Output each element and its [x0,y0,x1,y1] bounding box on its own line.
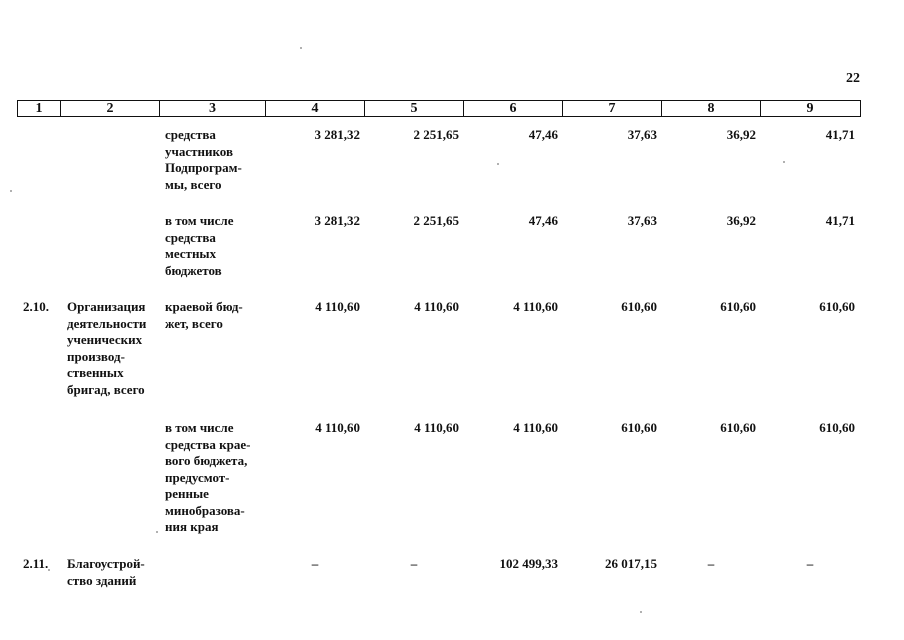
value-col-7: 37,63 [627,213,657,228]
header-col-2: 2 [61,101,160,116]
row-description [165,299,261,332]
description-line: минобразова- [165,502,245,518]
value-col-4: 4 110,60 [315,420,360,435]
description-line: Подпрограм- [165,160,242,175]
header-col-4: 4 [266,101,365,116]
header-col-3: 3 [160,101,266,116]
title-line: деятельности [67,315,147,331]
value-col-6: 4 110,60 [513,420,558,435]
value-col-6: 4 110,60 [513,299,558,314]
row-description [165,127,261,193]
value-col-6: 102 499,33 [499,556,558,571]
value-col-4: – [311,556,319,571]
scan-speck [640,611,642,613]
value-col-7: 37,63 [627,127,657,142]
value-col-8: 36,92 [726,127,756,142]
value-col-8: 610,60 [720,299,756,314]
header-col-1: 1 [18,101,61,116]
value-col-5: 2 251,65 [413,127,459,142]
value-col-5: 4 110,60 [414,420,459,435]
value-col-9: 41,71 [825,213,855,228]
value-col-9: 610,60 [819,420,855,435]
value-col-7: 26 017,15 [605,556,657,571]
description-line: участников [165,143,233,159]
title-line: ученических [67,332,143,347]
value-col-9: – [806,556,814,571]
value-col-9: 610,60 [819,299,855,314]
header-col-6: 6 [464,101,563,116]
header-col-8: 8 [662,101,761,116]
description-line: средства [165,229,216,245]
row-number: 2.11. [23,556,49,571]
value-col-8: 36,92 [726,213,756,228]
value-col-4: 4 110,60 [315,299,360,314]
row-description [165,213,261,279]
header-col-7: 7 [563,101,662,116]
description-line: средства [165,127,216,142]
description-line: ренные [165,486,209,501]
row-title [67,299,159,398]
title-line: бригад, всего [67,381,145,397]
description-line: местных [165,246,217,261]
header-col-5: 5 [365,101,464,116]
description-line: предусмот- [165,469,230,485]
scan-speck [48,569,50,571]
value-col-7: 610,60 [621,420,657,435]
title-line: производ- [67,348,125,364]
row-description [165,420,261,536]
header-col-9: 9 [806,101,814,116]
description-line: мы, всего [165,176,222,192]
value-col-6: 47,46 [528,127,558,142]
title-line: Благоустрой- [67,556,145,571]
scan-speck [497,163,499,165]
description-line: средства крае- [165,436,251,452]
value-col-5: 4 110,60 [414,299,459,314]
row-number: 2.10. [23,299,49,314]
description-line: краевой бюд- [165,299,243,314]
value-col-9: 41,71 [825,127,855,142]
value-col-4: 3 281,32 [314,127,360,142]
value-col-5: 2 251,65 [413,213,459,228]
page-number: 22 [846,71,860,86]
title-line: Организация [67,299,146,314]
description-line: жет, всего [165,315,223,331]
value-col-7: 610,60 [621,299,657,314]
row-title [67,556,159,589]
scan-speck [10,190,12,192]
value-col-6: 47,46 [528,213,558,228]
title-line: ственных [67,365,124,380]
title-line: ство зданий [67,572,137,588]
value-col-8: 610,60 [720,420,756,435]
description-line: в том числе [165,420,234,435]
value-col-8: – [707,556,715,571]
table-header-row [17,100,861,117]
value-col-5: – [410,556,418,571]
scan-speck [300,47,302,49]
scan-speck [156,531,158,533]
description-line: ния края [165,519,219,534]
value-col-4: 3 281,32 [314,213,360,228]
description-line: вого бюджета, [165,453,248,468]
description-line: в том числе [165,213,234,228]
description-line: бюджетов [165,262,222,278]
scan-speck [783,161,785,163]
